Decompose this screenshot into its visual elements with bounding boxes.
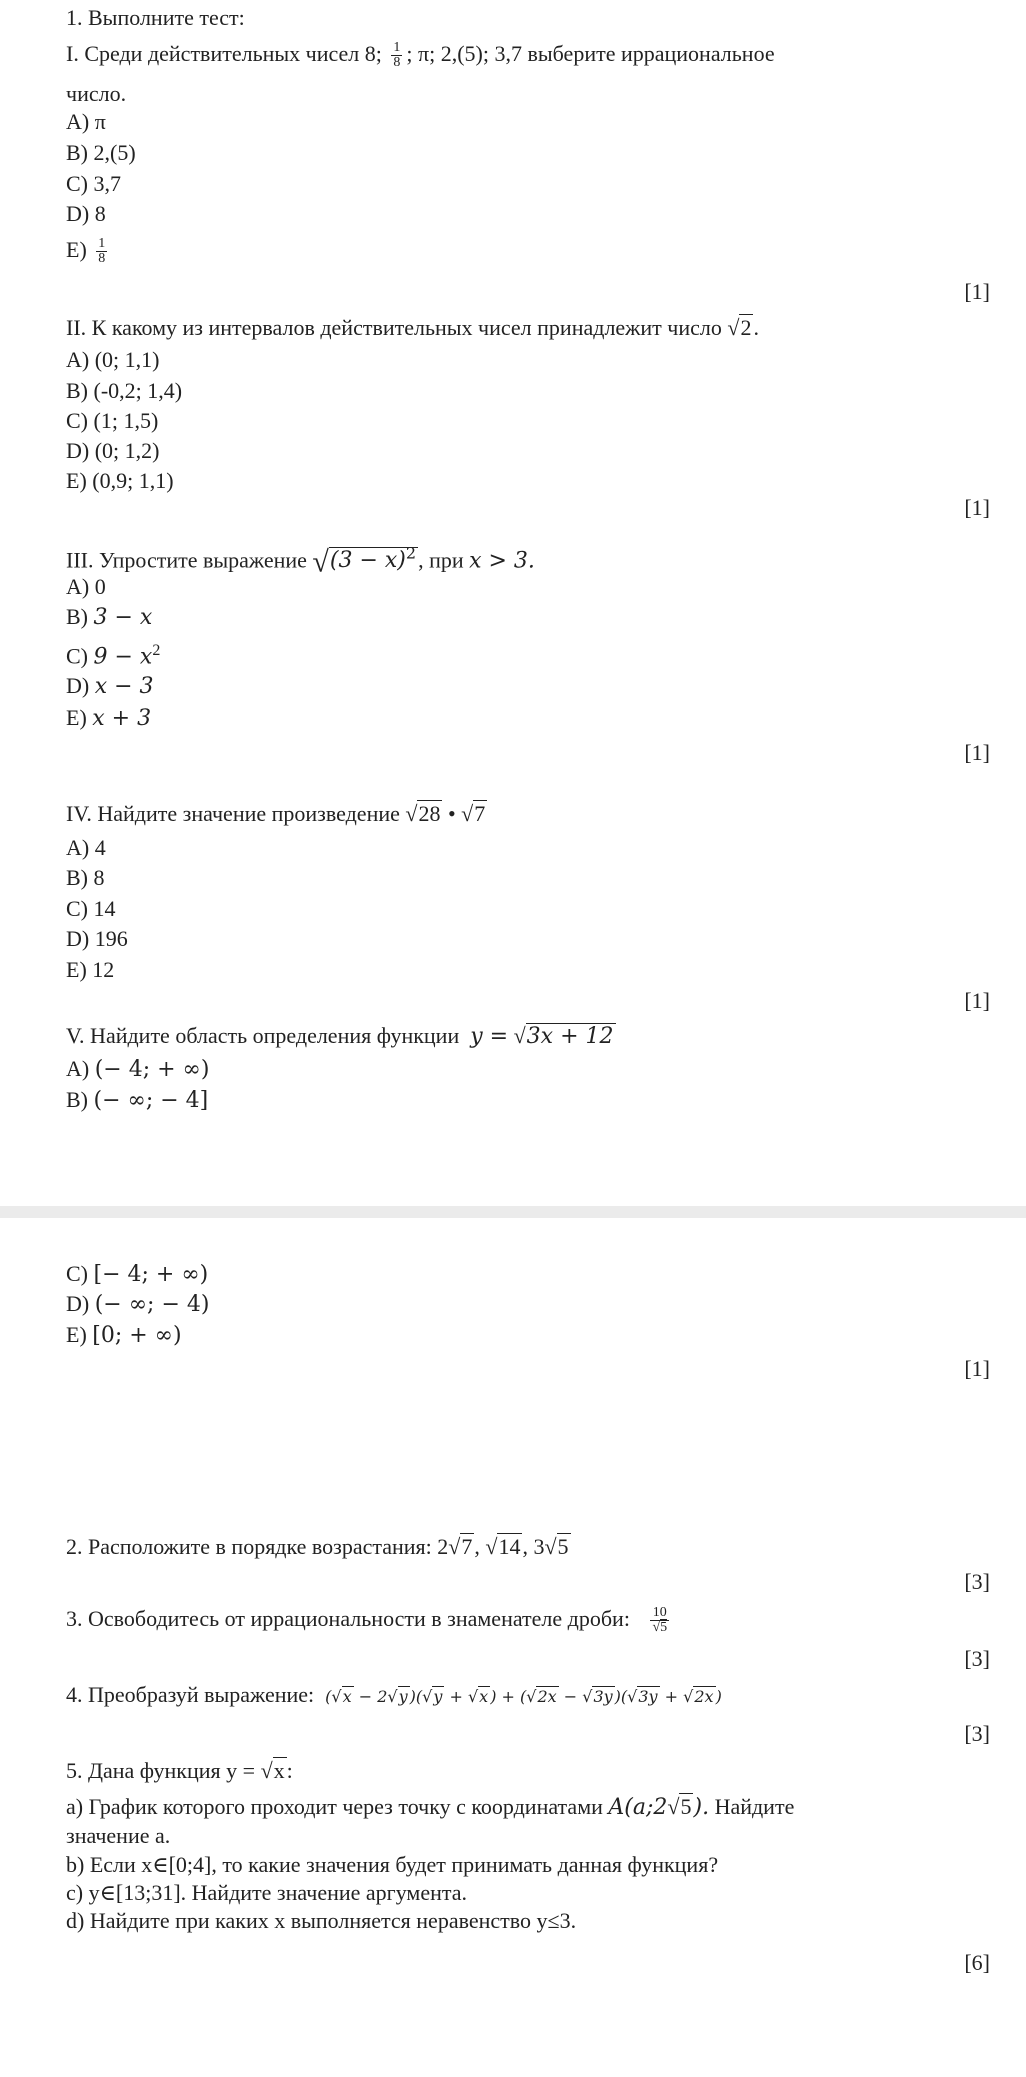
question-5-score: [1] xyxy=(964,1356,990,1381)
sqrt-14: √14 xyxy=(485,1534,521,1559)
fraction-10-over-sqrt5: $\frac{10}{√5}$ xyxy=(652,1605,668,1636)
question-5-option-c: C) [− 4; + ∞) xyxy=(66,1261,209,1287)
sqrt-3y: √3y xyxy=(582,1687,613,1706)
question-4-option-d: D) 196 xyxy=(66,926,128,951)
page-divider xyxy=(0,1206,1026,1218)
question-2-option-a: A) (0; 1,1) xyxy=(66,347,160,372)
question-2-score: [1] xyxy=(964,495,990,520)
task-3-text: 3. Освободитесь от иррациональности в знаменателе дроби: $\frac{10}{√5}$ xyxy=(66,1605,668,1636)
question-2-text: II. К какому из интервалов действительных чисел принадлежит число √2. xyxy=(66,315,759,340)
question-1-text-b: ; π; 2,(5); 3,7 выберите иррациональное xyxy=(406,41,775,66)
sqrt-y: √y xyxy=(387,1687,408,1706)
question-5-option-b: B) (− ∞; − 4] xyxy=(66,1087,209,1113)
question-1-score: [1] xyxy=(964,279,990,304)
question-2-option-b: B) (-0,2; 1,4) xyxy=(66,378,183,403)
sqrt-2x: √2x xyxy=(683,1687,714,1706)
sqrt-x: √x xyxy=(260,1758,285,1783)
sqrt-expression: $√(3 - x)^2$ xyxy=(312,544,417,579)
question-3-option-d: D) x − 3 xyxy=(66,673,154,699)
question-3-text: III. Упростите выражение $√(3 - x)^2$, при x > 3. xyxy=(66,540,535,576)
task-5-part-c: c) y∈[13;31]. Найдите значение аргумента. xyxy=(66,1880,468,1905)
worksheet-page-2 xyxy=(0,1218,1026,2077)
question-1-option-e: E) $\frac{1}{8}$ xyxy=(66,236,106,267)
task-5-text: 5. Дана функция y = √x: xyxy=(66,1758,293,1783)
question-3-option-b: B) 3 − x xyxy=(66,604,153,630)
sqrt-x: √x xyxy=(467,1687,489,1706)
question-4-option-b: B) 8 xyxy=(66,865,105,890)
question-3-score: [1] xyxy=(964,740,990,765)
task-5-part-b: b) Если x∈[0;4], то какие значения будет принимать данная функция? xyxy=(66,1852,719,1877)
task-5-part-d: d) Найдите при каких x выполняется неравенство y≤3. xyxy=(66,1908,577,1933)
task-2-text: 2. Расположите в порядке возрастания: 2√7, √14, 3√5 xyxy=(66,1534,569,1559)
task-5-part-a-line-2: значение a. xyxy=(66,1823,171,1848)
question-1-option-d: D) 8 xyxy=(66,201,106,226)
sqrt-y: √y xyxy=(422,1687,443,1706)
fraction-one-eighth: $\frac{1}{8}$ xyxy=(393,40,401,71)
question-4-option-a: A) 4 xyxy=(66,835,106,860)
sqrt-5: √5 xyxy=(544,1534,569,1559)
task-2-score: [3] xyxy=(964,1569,990,1594)
question-3-option-e: E) x + 3 xyxy=(66,705,152,731)
question-2-option-e: E) (0,9; 1,1) xyxy=(66,468,174,493)
question-2-option-d: D) (0; 1,2) xyxy=(66,438,160,463)
sqrt-2x: √2x xyxy=(526,1687,557,1706)
question-3-option-c: C) $9 - x^2$ xyxy=(66,642,161,670)
question-5-text: V. Найдите область определения функции y = √3x + 12 xyxy=(66,1023,614,1049)
sqrt-28: √28 xyxy=(405,801,441,826)
question-5-option-e: E) [0; + ∞) xyxy=(66,1322,182,1348)
sqrt-7: √7 xyxy=(461,801,486,826)
sqrt-2: √2 xyxy=(727,315,752,340)
question-1-option-a: A) π xyxy=(66,109,106,134)
task-5-part-a: а) График которого проходит через точку с координатами A(a;2√5). Найдите xyxy=(66,1794,795,1820)
question-1-option-c: C) 3,7 xyxy=(66,171,121,196)
question-4-score: [1] xyxy=(964,988,990,1013)
sqrt-x: √x xyxy=(331,1687,352,1706)
task-3-score: [3] xyxy=(964,1646,990,1671)
sqrt-5: √5 xyxy=(667,1794,692,1819)
question-3-option-a: A) 0 xyxy=(66,574,106,599)
task-5-score: [6] xyxy=(964,1950,990,1975)
question-5-option-d: D) (− ∞; − 4) xyxy=(66,1291,210,1317)
question-5-option-a: A) (− 4; + ∞) xyxy=(66,1056,210,1082)
question-1-text-c: число. xyxy=(66,81,127,106)
sqrt-7: √7 xyxy=(448,1534,473,1559)
question-2-option-c: C) (1; 1,5) xyxy=(66,408,159,433)
question-4-option-c: C) 14 xyxy=(66,896,116,921)
task-4-text: 4. Преобразуй выражение: (√x − 2√y )(√y + √x ) + (√2x − √3y )(√3y + √2x ) xyxy=(66,1681,722,1711)
question-1-text xyxy=(66,40,775,70)
fraction-one-eighth: $\frac{1}{8}$ xyxy=(98,236,106,267)
question-1-option-b: B) 2,(5) xyxy=(66,140,136,165)
question-4-text: IV. Найдите значение произведение √28 • √7 xyxy=(66,801,486,826)
task-4-expression: (√x − 2√y )(√y + √x ) + (√2x − √3y )(√3y + √2x ) xyxy=(325,1687,722,1706)
question-1-text-a: I. Среди действительных чисел 8; xyxy=(66,41,382,66)
task-4-score: [3] xyxy=(964,1721,990,1746)
sqrt-3y: √3y xyxy=(627,1687,658,1706)
sqrt-3x-plus-12: √3x + 12 xyxy=(513,1023,614,1049)
test-header: 1. Выполните тест: xyxy=(66,5,245,30)
question-4-option-e: E) 12 xyxy=(66,957,115,982)
